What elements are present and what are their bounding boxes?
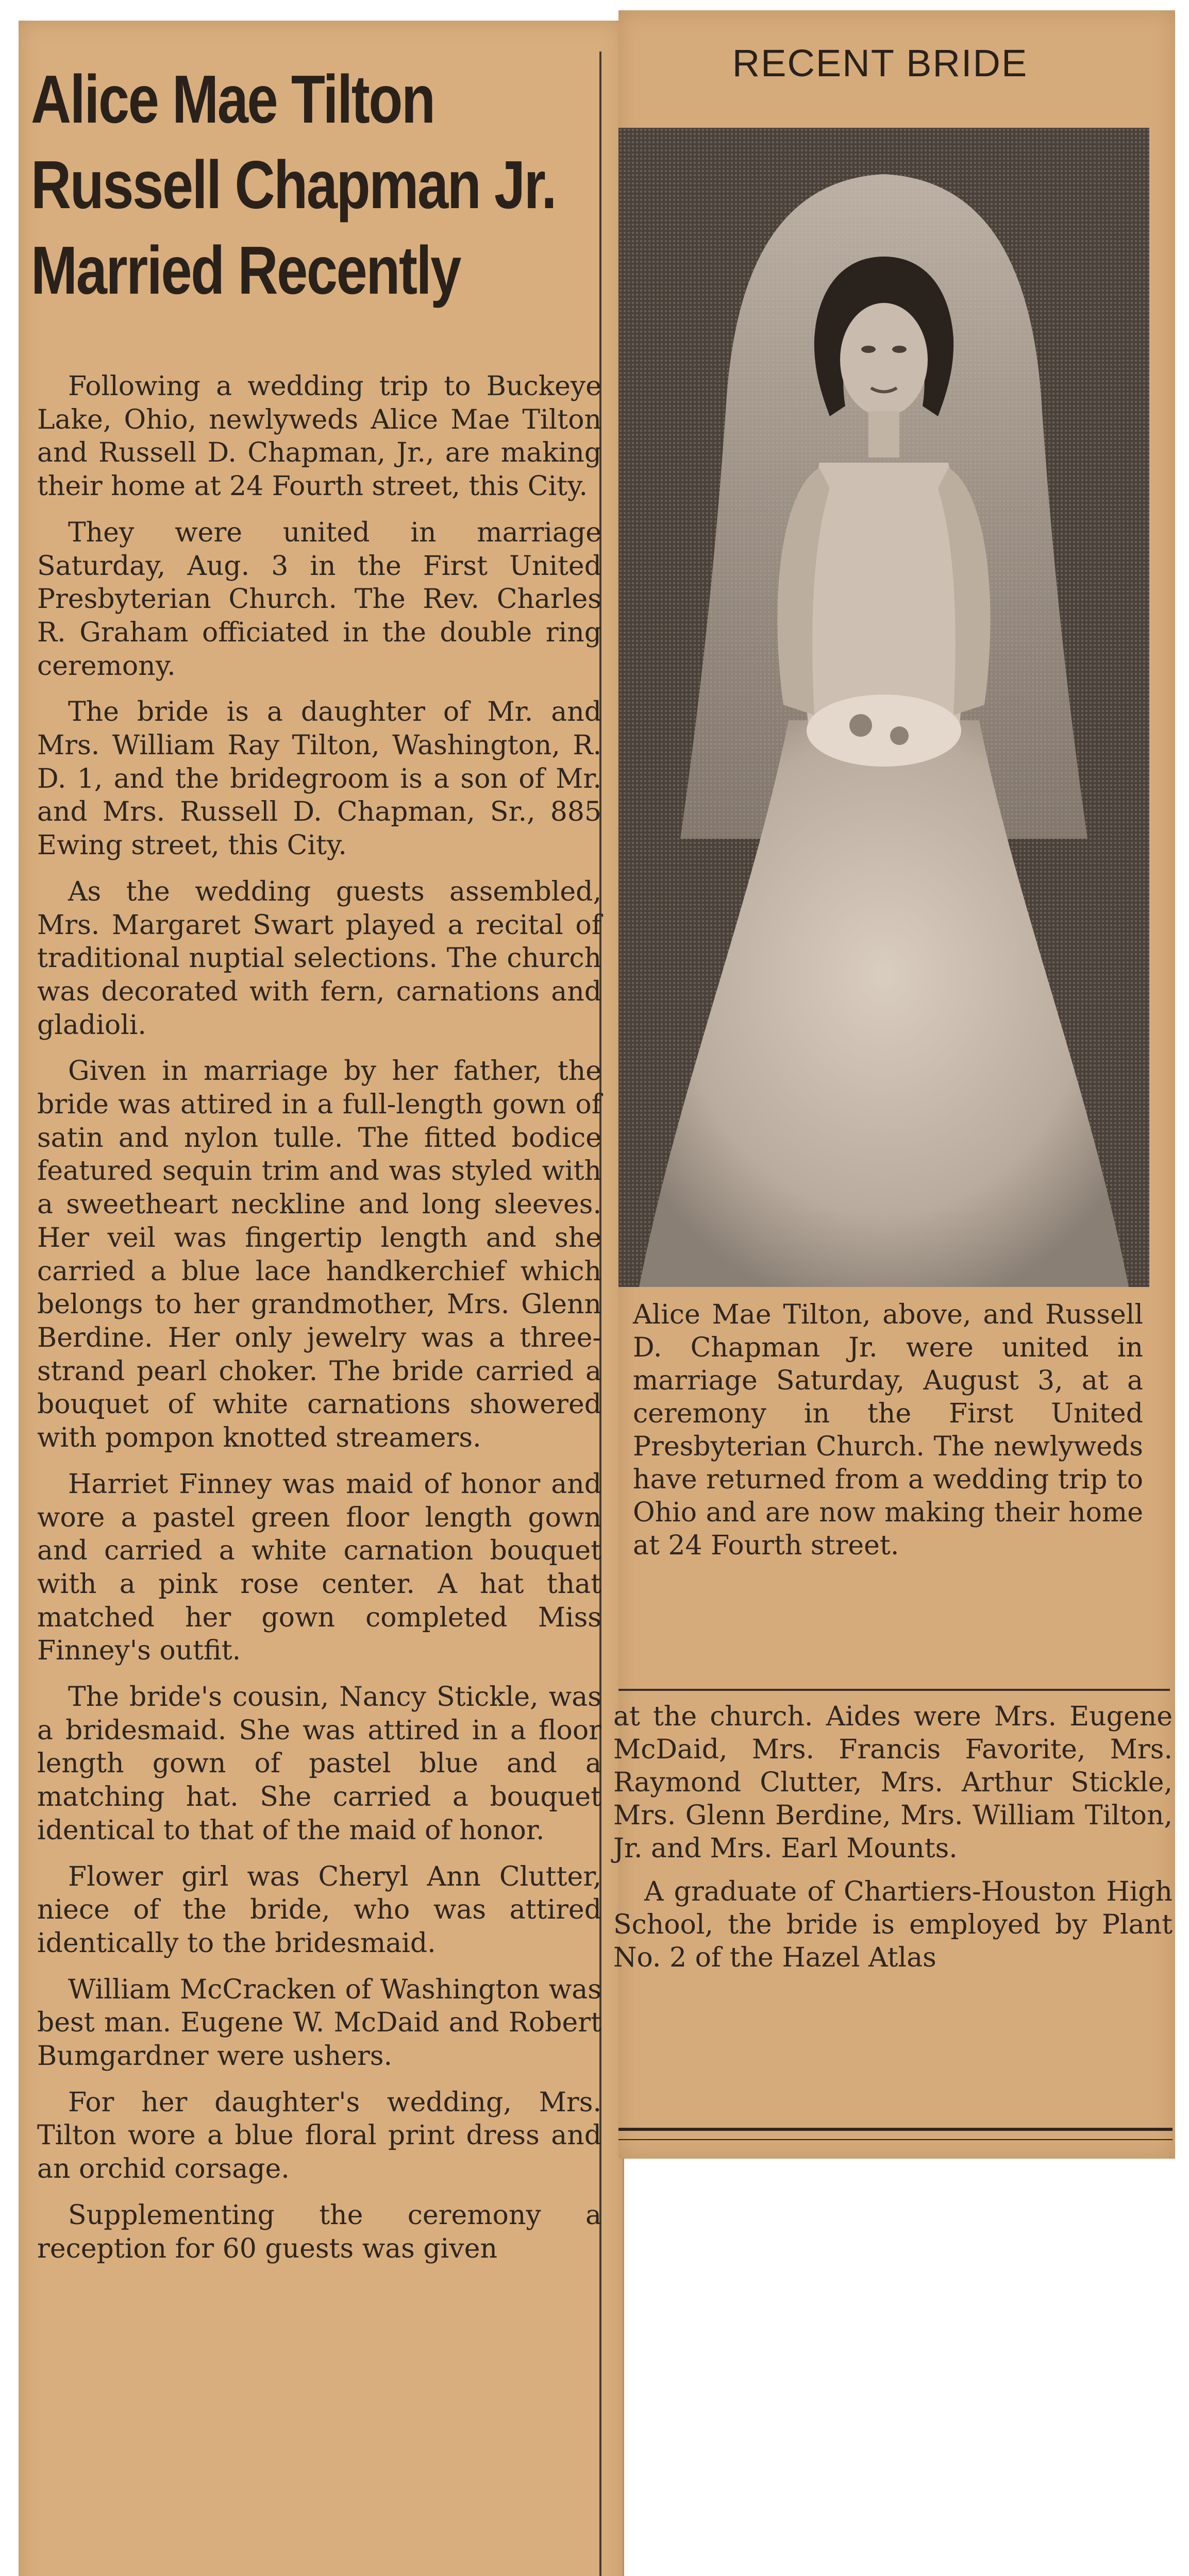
article-paragraph: Following a wedding trip to Buckeye Lake, Ohio, newlyweds Alice Mae Tilton and Russell D. Chapman, Jr., are making their home at 24 Fourth street, this City.: [37, 371, 601, 502]
headline-line-1: Alice Mae Tilton: [31, 61, 434, 137]
article-paragraph: The bride's cousin, Nancy Stickle, was a bridesmaid. She was attired in a floor length gown of pastel blue and a matching hat. She carried a bouquet identical to that of the maid of honor.: [37, 1682, 601, 1846]
article-paragraph: They were united in marriage Saturday, Aug. 3 in the First United Presbyterian Church. The Rev. Charles R. Graham officiated in the double ring ceremony.: [37, 517, 601, 682]
article-body-right: [613, 1700, 1173, 1985]
article-paragraph: Flower girl was Cheryl Ann Clutter, niece of the bride, who was attired identically to the bridesmaid.: [37, 1861, 601, 1959]
article-paragraph: A graduate of Chartiers-Houston High School, the bride is employed by Plant No. 2 of the Hazel Atlas: [613, 1876, 1173, 1973]
article-paragraph: For her daughter's wedding, Mrs. Tilton wore a blue floral print dress and an orchid corsage.: [37, 2087, 601, 2185]
article-headline: [31, 57, 580, 313]
photo-heading: RECENT BRIDE: [732, 42, 1028, 84]
article-paragraph: The bride is a daughter of Mr. and Mrs. William Ray Tilton, Washington, R. D. 1, and the bridegroom is a son of Mr. and Mrs. Russell D. Chapman, Sr., 885 Ewing street, this City.: [37, 697, 601, 861]
caption-divider: [618, 1689, 1170, 1691]
article-paragraph-continued: at the church. Aides were Mrs. Eugene McDaid, Mrs. Francis Favorite, Mrs. Raymond Clutter, Mrs. Arthur Stickle, Mrs. Glenn Berdine, Mrs. William Tilton, Jr. and Mrs. Earl Mounts.: [613, 1701, 1173, 1864]
article-paragraph: As the wedding guests assembled, Mrs. Margaret Swart played a recital of traditional nuptial selections. The church was decorated with fern, carnations and gladioli.: [37, 876, 601, 1041]
headline-line-2: Russell Chapman Jr.: [31, 147, 556, 223]
end-rule: [618, 2128, 1173, 2131]
article-paragraph: William McCracken of Washington was best man. Eugene W. McDaid and Robert Bumgardner were ushers.: [37, 1974, 601, 2072]
article-paragraph: Supplementing the ceremony a reception for 60 guests was given: [37, 2199, 601, 2264]
headline-line-3: Married Recently: [31, 232, 460, 308]
photo-caption: Alice Mae Tilton, above, and Russell D. Chapman Jr. were united in marriage Saturday, August 3, at a ceremony in the First United Presbyterian Church. The newlyweds have returned from a wedding trip to Ohio and are now making their home at 24 Fourth street.: [633, 1299, 1143, 1561]
bride-photo: [618, 128, 1149, 1287]
article-paragraph: Harriet Finney was maid of honor and wore a pastel green floor length gown and carried a white carnation bouquet with a pink rose center. A hat that matched her gown completed Miss Finney's outfit.: [37, 1468, 601, 1667]
end-rule-thin: [618, 2139, 1173, 2140]
bride-photo-image: [618, 128, 1149, 1287]
article-body-left: [37, 370, 601, 2278]
article-paragraph: Given in marriage by her father, the bride was attired in a full-length gown of satin and nylon tulle. The fitted bodice featured sequin trim and was styled with a sweetheart neckline and long sleeves. Her veil was fingertip length and she carried a blue lace handkerchief which belongs to her grandmother, Mrs. Glenn Berdine. Her only jewelry was a three-strand pearl choker. The bride carried a bouquet of white carnations showered with pompon knotted streamers.: [37, 1056, 601, 1454]
